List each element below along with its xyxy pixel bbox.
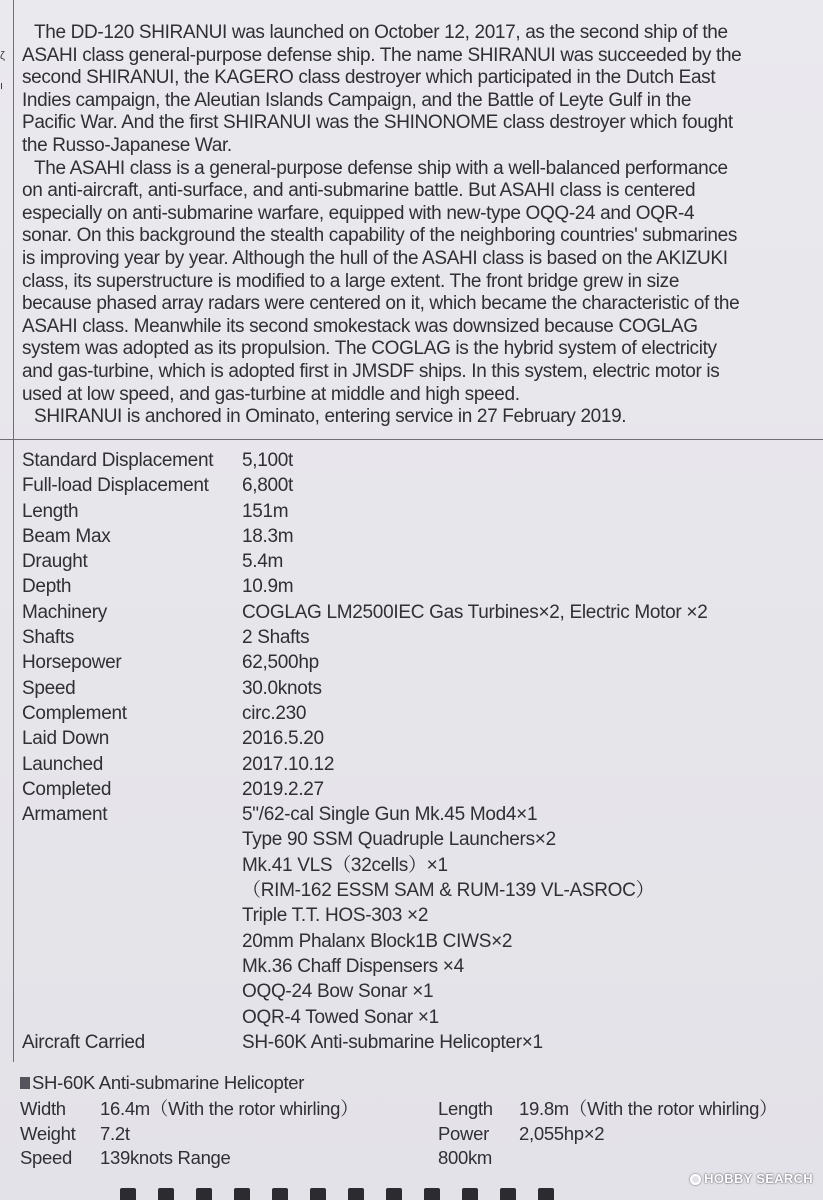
spec-value: 2016.5.20 — [242, 728, 324, 750]
intro-line: second SHIRANUI, the KAGERO class destroyer which participated in the Dutch East — [22, 67, 716, 89]
intro-line: ASAHI class general-purpose defense ship. The name SHIRANUI was succeeded by the — [22, 44, 742, 66]
spec-row — [22, 524, 802, 549]
armament-item: Mk.41 VLS（32cells）×1 — [242, 854, 448, 876]
heli-length-value: 19.8m（With the rotor whirling） — [519, 1098, 778, 1119]
intro-line: class, its superstructure is modified to a large extent. The front bridge grew in size — [22, 270, 680, 292]
spec-value: 30.0knots — [242, 677, 322, 699]
heli-power-value: 2,055hp×2 — [519, 1123, 605, 1144]
intro-line: because phased array radars were centered on it, which became the characteristic of the — [22, 293, 740, 315]
spec-label: Shafts — [22, 627, 75, 649]
aircraft-row — [22, 1030, 802, 1055]
margin-mark-top: ζ — [0, 50, 5, 62]
spec-label: Complement — [22, 702, 127, 724]
spec-row — [22, 701, 802, 726]
heli-weight-label: Weight — [20, 1123, 76, 1144]
spec-row — [22, 752, 802, 777]
spec-value: 2017.10.12 — [242, 753, 335, 775]
intro-line: ASAHI class. Meanwhile its second smokestack was downsized because COGLAG — [22, 315, 698, 337]
left-margin-rule — [13, 0, 14, 1062]
intro-paragraph — [22, 406, 802, 429]
spec-value: 10.9m — [242, 576, 294, 598]
spec-row — [22, 574, 802, 599]
spec-label: Depth — [22, 576, 72, 598]
spec-value: 2 Shafts — [242, 627, 310, 649]
intro-line: The DD-120 SHIRANUI was launched on October 12, 2017, as the second ship of the — [34, 22, 728, 43]
spec-row — [22, 448, 802, 473]
spec-label: Standard Displacement — [22, 450, 214, 471]
aircraft-value: SH-60K Anti-submarine Helicopter×1 — [242, 1031, 543, 1053]
margin-mark-bottom: ı — [0, 80, 4, 92]
armament-row — [22, 802, 802, 1030]
heli-speed-value: 139knots Range — [100, 1147, 231, 1168]
armament-values — [242, 802, 802, 1030]
intro-paragraph — [22, 158, 802, 407]
watermark-text: HOBBY SEARCH — [704, 1171, 813, 1186]
heli-row — [20, 1121, 810, 1146]
spec-label: Draught — [22, 551, 88, 573]
spec-value: circ.230 — [242, 702, 307, 724]
helicopter-spec-grid — [20, 1095, 810, 1175]
spec-value: COGLAG LM2500IEC Gas Turbines×2, Electric Motor ×2 — [242, 601, 708, 623]
spec-label: Laid Down — [22, 728, 110, 750]
spec-value: 6,800t — [242, 475, 294, 497]
spec-label: Launched — [22, 753, 104, 775]
spec-label: Beam Max — [22, 525, 111, 547]
spec-label: Machinery — [22, 601, 107, 623]
square-bullet-icon — [20, 1077, 30, 1089]
armament-item: Type 90 SSM Quadruple Launchers×2 — [242, 829, 556, 851]
spec-row — [22, 726, 802, 751]
heli-range-value: 800km — [438, 1147, 493, 1168]
helicopter-title-row — [20, 1071, 810, 1095]
intro-line: Indies campaign, the Aleutian Islands Campaign, and the Battle of Leyte Gulf in the — [22, 89, 692, 111]
spec-row — [22, 473, 802, 498]
helicopter-section — [20, 1071, 810, 1175]
section-divider — [0, 439, 823, 440]
intro-line: system was adopted as its propulsion. The COGLAG is the hybrid system of electricity — [22, 338, 717, 360]
spec-value: 151m — [242, 500, 289, 522]
intro-line: is improving year by year. Although the hull of the ASAHI class is based on the AKIZUKI — [22, 247, 728, 269]
armament-item: 20mm Phalanx Block1B CIWS×2 — [242, 930, 513, 952]
armament-item: OQR-4 Towed Sonar ×1 — [242, 1006, 439, 1028]
intro-line: used at low speed, and gas-turbine at middle and high speed. — [22, 383, 520, 405]
heli-length-label: Length — [438, 1098, 493, 1119]
aircraft-label: Aircraft Carried — [22, 1031, 145, 1053]
heli-width-label: Width — [20, 1098, 66, 1119]
cropped-heading-glyphs — [120, 1188, 640, 1200]
armament-item: OQQ-24 Bow Sonar ×1 — [242, 981, 434, 1003]
intro-line: the Russo-Japanese War. — [22, 134, 232, 156]
spec-row — [22, 625, 802, 650]
intro-line: The ASAHI class is a general-purpose defense ship with a well-balanced performance — [34, 157, 728, 179]
heli-weight-value: 7.2t — [100, 1123, 130, 1144]
armament-label: Armament — [22, 804, 108, 826]
armament-item: Triple T.T. HOS-303 ×2 — [242, 905, 429, 927]
heli-row — [20, 1096, 810, 1121]
spec-row — [22, 676, 802, 701]
spec-row — [22, 600, 802, 625]
spec-row — [22, 499, 802, 524]
heli-speed-label: Speed — [20, 1147, 72, 1168]
helicopter-title: SH-60K Anti-submarine Helicopter — [32, 1072, 305, 1093]
spec-value: 18.3m — [242, 525, 294, 547]
spec-label: Completed — [22, 778, 112, 800]
spec-value: 2019.2.27 — [242, 778, 324, 800]
spec-label: Full-load Displacement — [22, 475, 209, 497]
intro-line: Pacific War. And the first SHIRANUI was the SHINONOME class destroyer which fought — [22, 112, 733, 134]
spec-row — [22, 549, 802, 574]
heli-width-value: 16.4m（With the rotor whirling） — [100, 1098, 359, 1119]
spec-label: Speed — [22, 677, 76, 699]
spec-row — [22, 650, 802, 675]
armament-item: （RIM-162 ESSM SAM & RUM-139 VL-ASROC） — [242, 880, 655, 902]
watermark — [690, 1171, 813, 1186]
spec-value: 62,500hp — [242, 652, 319, 674]
spec-value: 5,100t — [242, 450, 294, 471]
spec-label: Length — [22, 500, 79, 522]
spec-rows — [22, 448, 802, 802]
heli-power-label: Power — [438, 1123, 489, 1144]
intro-line: SHIRANUI is anchored in Ominato, entering service in 27 February 2019. — [34, 406, 627, 428]
intro-line: especially on anti-submarine warfare, equipped with new-type OQQ-24 and OQR-4 — [22, 202, 695, 224]
intro-line: and gas-turbine, which is adopted first in JMSDF ships. In this system, electric motor is — [22, 360, 720, 382]
intro-paragraph — [22, 22, 802, 158]
spec-table — [22, 448, 802, 1055]
spec-label: Horsepower — [22, 652, 122, 674]
intro-text — [22, 22, 802, 429]
armament-item: 5"/62-cal Single Gun Mk.45 Mod4×1 — [242, 804, 538, 826]
armament-item: Mk.36 Chaff Dispensers ×4 — [242, 955, 464, 977]
intro-line: on anti-aircraft, anti-surface, and anti-submarine battle. But ASAHI class is centered — [22, 180, 696, 202]
spec-row — [22, 777, 802, 802]
spec-value: 5.4m — [242, 551, 284, 573]
registered-circle-icon — [690, 1174, 701, 1185]
intro-line: sonar. On this background the stealth capability of the neighboring countries' submarines — [22, 225, 737, 247]
heli-row — [20, 1145, 810, 1170]
